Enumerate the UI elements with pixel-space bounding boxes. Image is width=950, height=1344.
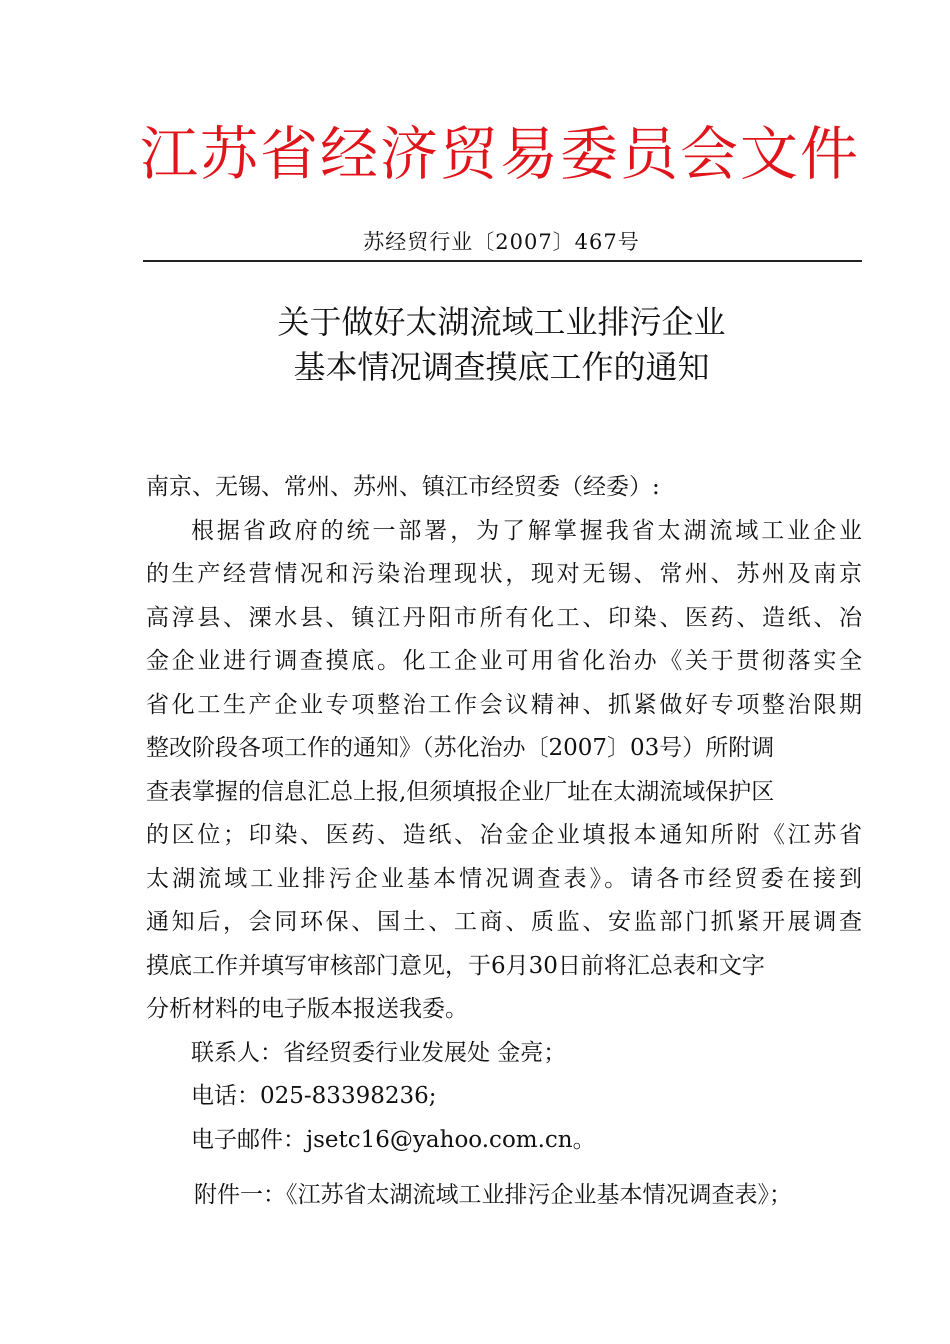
paragraph-line: 省化工生产企业专项整治工作会议精神、抓紧做好专项整治限期 — [146, 691, 862, 718]
paragraph-line: 分析材料的电子版本报送我委。 — [146, 996, 468, 1022]
notice-title-line-2: 基本情况调查摸底工作的通知 — [293, 348, 710, 386]
paragraph-line: 通知后，会同环保、国土、工商、质监、安监部门抓紧开展调查 — [146, 909, 862, 935]
header-divider — [143, 260, 862, 262]
contact-phone: 电话：025-83398236; — [191, 1083, 437, 1109]
notice-title-line-1: 关于做好太湖流域工业排污企业 — [277, 303, 726, 341]
paragraph-line: 的区位；印染、医药、造纸、冶金企业填报本通知所附《江苏省 — [146, 822, 862, 848]
paragraph-line: 整改阶段各项工作的通知》（苏化治办〔2007〕03号）所附调 — [146, 735, 775, 761]
contact-person: 联系人：省经贸委行业发展处 金亮； — [191, 1039, 567, 1066]
notice-body — [146, 466, 862, 1218]
document-number: 苏经贸行业〔2007〕467号 — [363, 230, 640, 254]
salutation: 南京、无锡、常州、苏州、镇江市经贸委（经委）: — [146, 474, 660, 500]
paragraph-line: 金企业进行调查摸底。化工企业可用省化治办《关于贯彻落实全 — [146, 648, 862, 674]
paragraph-line: 高淳县、溧水县、镇江丹阳市所有化工、印染、医药、造纸、冶 — [146, 604, 862, 631]
paragraph-line: 的生产经营情况和污染治理现状，现对无锡、常州、苏州及南京 — [146, 561, 862, 587]
paragraph-line: 太湖流域工业排污企业基本情况调查表》。请各市经贸委在接到 — [146, 865, 862, 892]
paragraph-line: 查表掌握的信息汇总上报,但须填报企业厂址在太湖流域保护区 — [146, 778, 775, 805]
attachment-reference: 附件一：《江苏省太湖流域工业排污企业基本情况调查表》； — [194, 1182, 792, 1208]
paragraph-line: 根据省政府的统一部署，为了解掌握我省太湖流域工业企业 — [191, 517, 862, 544]
notice-title — [143, 300, 860, 390]
paragraph-line: 摸底工作并填写审核部门意见，于6月30日前将汇总表和文字 — [146, 952, 765, 979]
document-header-title: 江苏省经济贸易委员会文件 — [139, 120, 860, 188]
contact-email: 电子邮件：jsetc16@yahoo.com.cn。 — [191, 1126, 596, 1153]
